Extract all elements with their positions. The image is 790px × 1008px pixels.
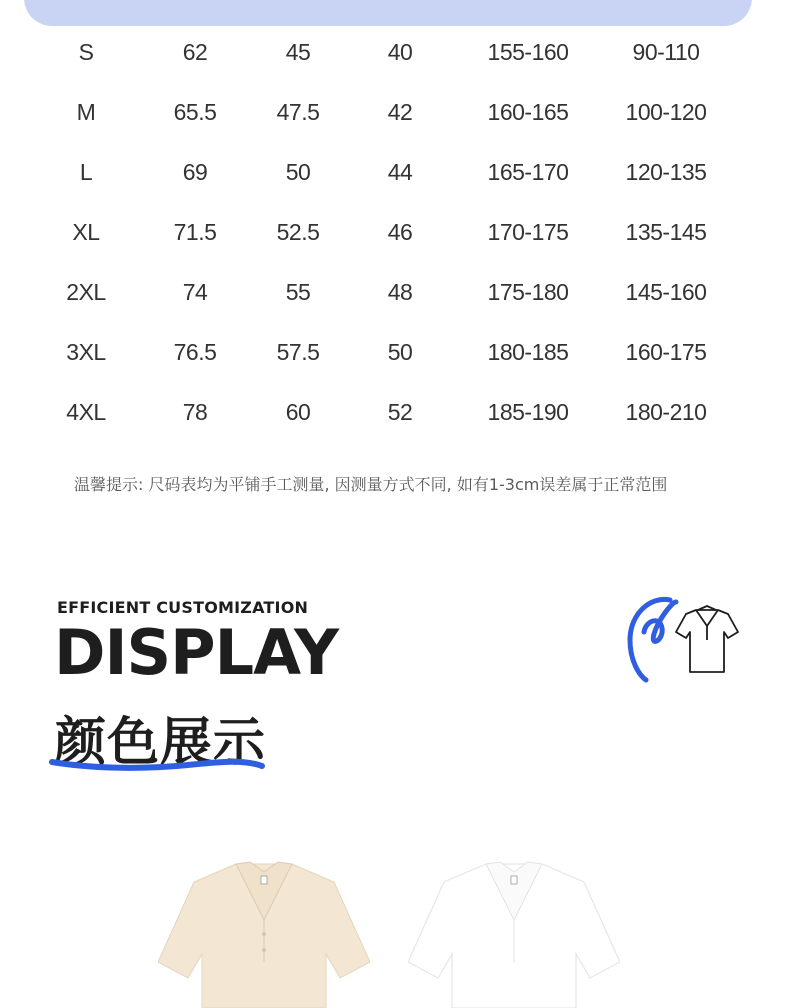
cell-height: 175-180 (487, 279, 569, 305)
cell-height: 170-175 (487, 219, 569, 245)
cell-chest: 57.5 (276, 339, 320, 365)
table-row (0, 322, 790, 382)
cell-height: 180-185 (487, 339, 569, 365)
cell-shoulder: 50 (387, 339, 413, 365)
cell-size: S (78, 39, 94, 65)
measurement-tip: 温馨提示: 尺码表均为平铺手工测量, 因测量方式不同, 如有1-3cm误差属于正常范围 (74, 475, 668, 494)
table-row (0, 22, 790, 82)
cell-length: 69 (182, 159, 208, 185)
cell-chest: 55 (285, 279, 311, 305)
cell-weight: 135-145 (625, 219, 707, 245)
table-row (0, 202, 790, 262)
title-underline-swoosh (48, 746, 268, 774)
cell-chest: 45 (285, 39, 311, 65)
cell-weight: 120-135 (625, 159, 707, 185)
cell-weight: 90-110 (632, 39, 700, 65)
cell-shoulder: 46 (387, 219, 413, 245)
cell-weight: 180-210 (625, 399, 707, 425)
section-title: DISPLAY (54, 616, 339, 689)
cell-height: 160-165 (487, 99, 569, 125)
cell-size: M (76, 99, 96, 125)
cell-weight: 160-175 (625, 339, 707, 365)
table-row (0, 382, 790, 442)
cell-size: 2XL (66, 279, 106, 305)
cell-length: 76.5 (173, 339, 217, 365)
cell-shoulder: 48 (387, 279, 413, 305)
white-polo-shirt (408, 858, 620, 1008)
cell-shoulder: 40 (387, 39, 413, 65)
cell-length: 74 (182, 279, 208, 305)
cell-length: 65.5 (173, 99, 217, 125)
cell-chest: 60 (285, 399, 311, 425)
cell-shoulder: 42 (387, 99, 413, 125)
table-row (0, 82, 790, 142)
cell-height: 155-160 (487, 39, 569, 65)
blue-swirl-icon (630, 599, 676, 680)
cell-length: 71.5 (173, 219, 217, 245)
cell-length: 62 (182, 39, 208, 65)
polo-shirt-outline-icon (676, 606, 738, 672)
table-row (0, 262, 790, 322)
cell-chest: 50 (285, 159, 311, 185)
cell-height: 185-190 (487, 399, 569, 425)
cell-shoulder: 52 (387, 399, 413, 425)
cell-chest: 52.5 (276, 219, 320, 245)
section-cn-title: 颜色展示 (54, 713, 267, 773)
cell-chest: 47.5 (276, 99, 320, 125)
cell-length: 78 (182, 399, 208, 425)
cell-height: 165-170 (487, 159, 569, 185)
cell-size: XL (72, 219, 100, 245)
table-row (0, 142, 790, 202)
cell-weight: 100-120 (625, 99, 707, 125)
cell-weight: 145-160 (625, 279, 707, 305)
cell-size: 3XL (66, 339, 106, 365)
cell-shoulder: 44 (387, 159, 413, 185)
cell-size: 4XL (66, 399, 106, 425)
beige-polo-shirt (158, 858, 370, 1008)
cell-size: L (79, 159, 93, 185)
section-eyebrow: EFFICIENT CUSTOMIZATION (57, 598, 309, 617)
decoration-group (620, 592, 750, 687)
